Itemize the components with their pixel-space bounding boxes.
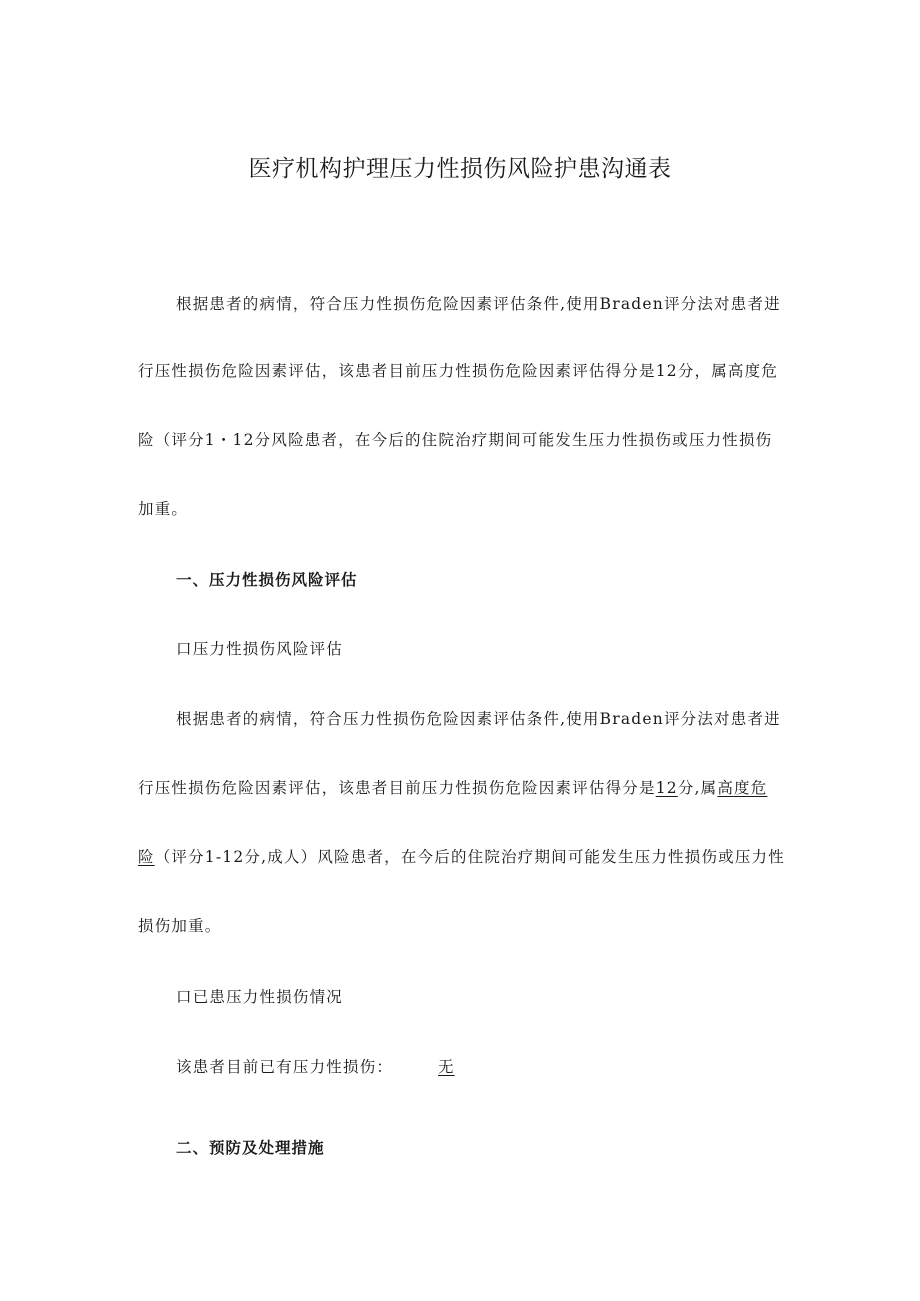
assessment-line-2-text-b: 分,属: [677, 779, 718, 797]
risk-level-value-cont: 险: [138, 848, 155, 866]
section-2-heading: 二、预防及处理措施: [176, 1139, 325, 1157]
score-value: 12: [655, 779, 678, 797]
assessment-line-1: 根据患者的病情，符合压力性损伤危险因素评估条件,使用Braden评分法对患者进: [176, 710, 781, 728]
existing-injury-value: 无: [438, 1058, 455, 1076]
intro-line-1: 根据患者的病情，符合压力性损伤危险因素评估条件,使用Braden评分法对患者进: [176, 295, 781, 313]
assessment-line-4: 损伤加重。: [138, 917, 222, 935]
assessment-line-3-text: （评分1-12分,成人）风险患者，在今后的住院治疗期间可能发生压力性损伤或压力性: [154, 848, 785, 866]
intro-line-3: 险（评分1・12分风险患者，在今后的住院治疗期间可能发生压力性损伤或压力性损伤: [138, 431, 773, 449]
section-1-heading: 一、压力性损伤风险评估: [176, 571, 358, 589]
existing-injury-label: 该患者目前已有压力性损伤：: [176, 1058, 394, 1076]
risk-level-value: 高度危: [717, 779, 768, 797]
existing-injury-checkbox-label: 口已患压力性损伤情况: [176, 988, 344, 1006]
document-title: 医疗机构护理压力性损伤风险护患沟通表: [248, 156, 672, 182]
assessment-line-2-text: 行压性损伤危险因素评估，该患者目前压力性损伤危险因素评估得分是: [138, 779, 656, 797]
intro-line-4: 加重。: [138, 500, 189, 518]
risk-assessment-checkbox-label: 口压力性损伤风险评估: [176, 640, 344, 658]
assessment-line-2: [138, 776, 767, 798]
intro-line-2: 行压性损伤危险因素评估，该患者目前压力性损伤危险因素评估得分是12分，属高度危: [138, 362, 779, 380]
assessment-line-3: [138, 845, 785, 867]
